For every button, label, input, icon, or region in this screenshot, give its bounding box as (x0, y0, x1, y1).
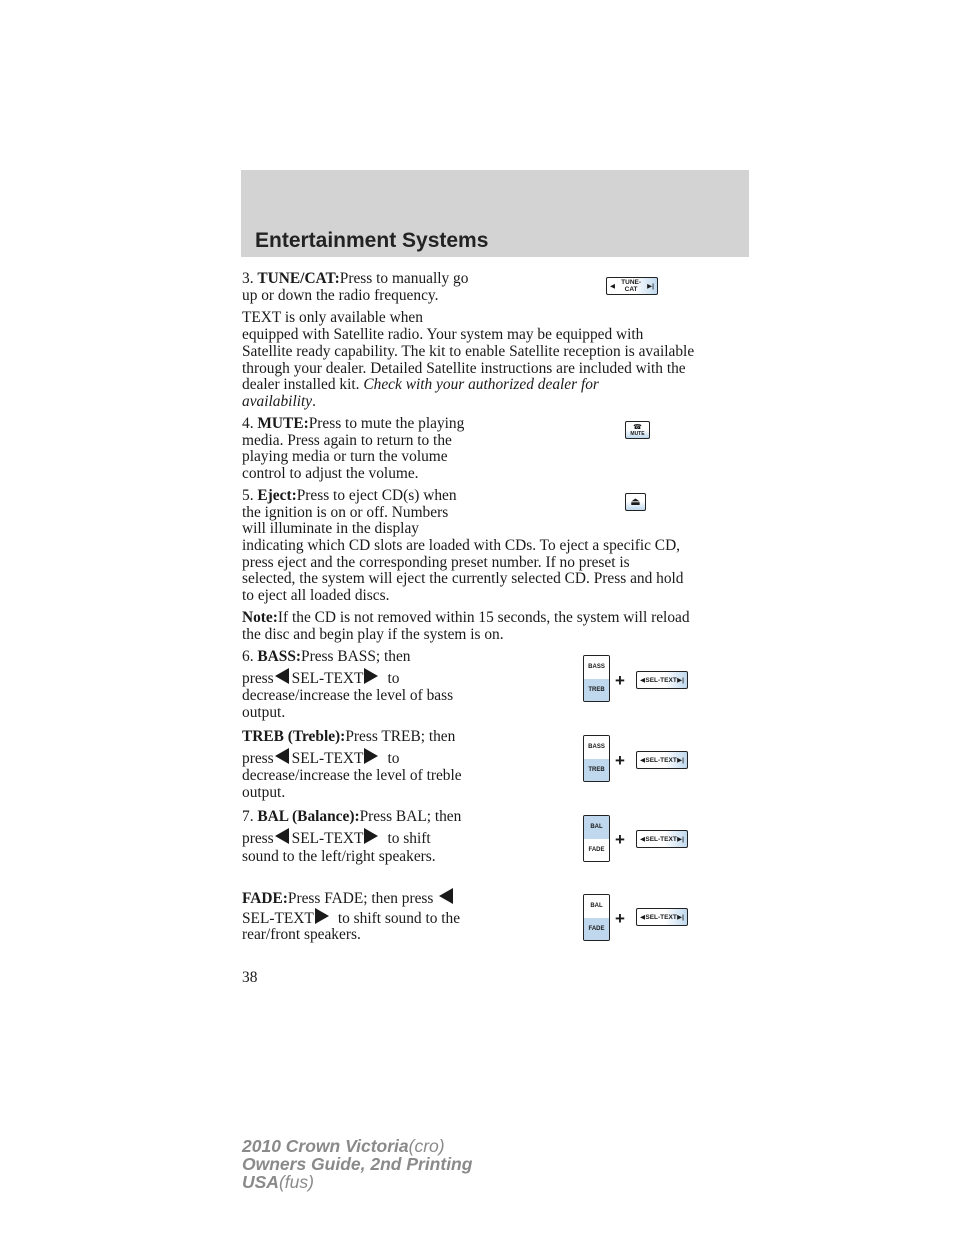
fade-line1: FADE:Press FADE; then press (242, 888, 456, 908)
plus-sign: + (615, 909, 625, 928)
footer-line1: 2010 Crown Victoria(cro) (242, 1136, 445, 1156)
bass-treb-rocker-icon: BASS TREB (583, 735, 610, 782)
page-number: 38 (242, 969, 258, 986)
bass-treb-rocker-icon: BASS TREB (583, 655, 610, 702)
bal-line1: 7. BAL (Balance):Press BAL; then (242, 808, 462, 825)
plus-sign: + (615, 751, 625, 770)
left-arrow-icon (275, 828, 289, 844)
bal-fade-rocker-icon: BAL FADE (583, 894, 610, 941)
note-line2: the disc and begin play if the system is on. (242, 626, 504, 643)
footer-imprint (242, 1138, 472, 1191)
note-line1: Note:If the CD is not removed within 15 seconds, the system will reload (242, 609, 690, 626)
bal-line2: press SEL-TEXT to shift (242, 830, 431, 847)
bass-line1: 6. BASS:Press BASS; then (242, 648, 411, 665)
mute-line1: 4. MUTE:Press to mute the playing (242, 415, 465, 432)
bal-fade-rocker-icon: BAL FADE (583, 815, 610, 862)
bass-line4: output. (242, 704, 286, 721)
text-note-line4: through your dealer. Detailed Satellite instructions are included with the (242, 360, 686, 377)
left-arrow-icon (275, 748, 289, 764)
eject-line4: indicating which CD slots are loaded with CDs. To eject a specific CD, (242, 537, 681, 554)
footer-line2: Owners Guide, 2nd Printing (242, 1153, 473, 1174)
sel-text-button-icon: ◀ SEL-TEXT ▶| (636, 908, 688, 926)
left-arrow-icon (439, 888, 453, 904)
right-arrow-icon (364, 668, 378, 684)
treb-line4: output. (242, 784, 286, 801)
eject-line1: 5. Eject:Press to eject CD(s) when (242, 487, 457, 504)
eject-line6: selected, the system will eject the currently selected CD. Press and hold (242, 570, 684, 587)
section-title: Entertainment Systems (255, 229, 489, 252)
sel-text-button-icon: ◀ SEL-TEXT ▶| (636, 671, 688, 689)
fade-line2: SEL-TEXT to shift sound to the (242, 910, 461, 927)
sel-text-button-icon: ◀ SEL-TEXT ▶| (636, 751, 688, 769)
treb-line2: press SEL-TEXT to (242, 750, 400, 767)
treb-line3: decrease/increase the level of treble (242, 767, 462, 784)
mute-line2: media. Press again to return to the (242, 432, 452, 449)
text-note-line1: TEXT is only available when (242, 309, 423, 326)
right-arrow-icon (315, 908, 329, 924)
section-header (241, 170, 749, 257)
sel-text-button-icon: ◀ SEL-TEXT ▶| (636, 830, 688, 848)
bass-line2: press SEL-TEXT to (242, 670, 400, 687)
right-arrow-icon (364, 748, 378, 764)
eject-line2: the ignition is on or off. Numbers (242, 504, 449, 521)
mute-button-icon: ☎ MUTE (625, 421, 650, 439)
fade-line3: rear/front speakers. (242, 926, 361, 943)
text-note-line2: equipped with Satellite radio. Your system may be equipped with (242, 326, 644, 343)
text-note-line6: availability. (242, 393, 316, 410)
left-arrow-icon (275, 668, 289, 684)
mute-line4: control to adjust the volume. (242, 465, 419, 482)
tune-cat-line2: up or down the radio frequency. (242, 287, 439, 304)
tune-cat-line1: 3. TUNE/CAT:Press to manually go (242, 270, 469, 287)
bal-line3: sound to the left/right speakers. (242, 848, 436, 865)
tune-cat-button-icon: ◀ TUNE-CAT ▶| (606, 277, 658, 295)
plus-sign: + (615, 671, 625, 690)
eject-icon: ⏏ (625, 493, 646, 511)
text-note-line3: Satellite ready capability. The kit to enable Satellite reception is available (242, 343, 695, 360)
treb-line1: TREB (Treble):Press TREB; then (242, 728, 456, 745)
right-arrow-icon (364, 828, 378, 844)
footer-line3: USA(fus) (242, 1171, 314, 1192)
plus-sign: + (615, 830, 625, 849)
bass-line3: decrease/increase the level of bass (242, 687, 454, 704)
text-note-line5: dealer installed kit. Check with your authorized dealer for (242, 376, 599, 393)
eject-line5: press eject and the corresponding preset number. If no preset is (242, 554, 630, 571)
eject-line3: will illuminate in the display (242, 520, 419, 537)
eject-line7: to eject all loaded discs. (242, 587, 390, 604)
mute-line3: playing media or turn the volume (242, 448, 448, 465)
